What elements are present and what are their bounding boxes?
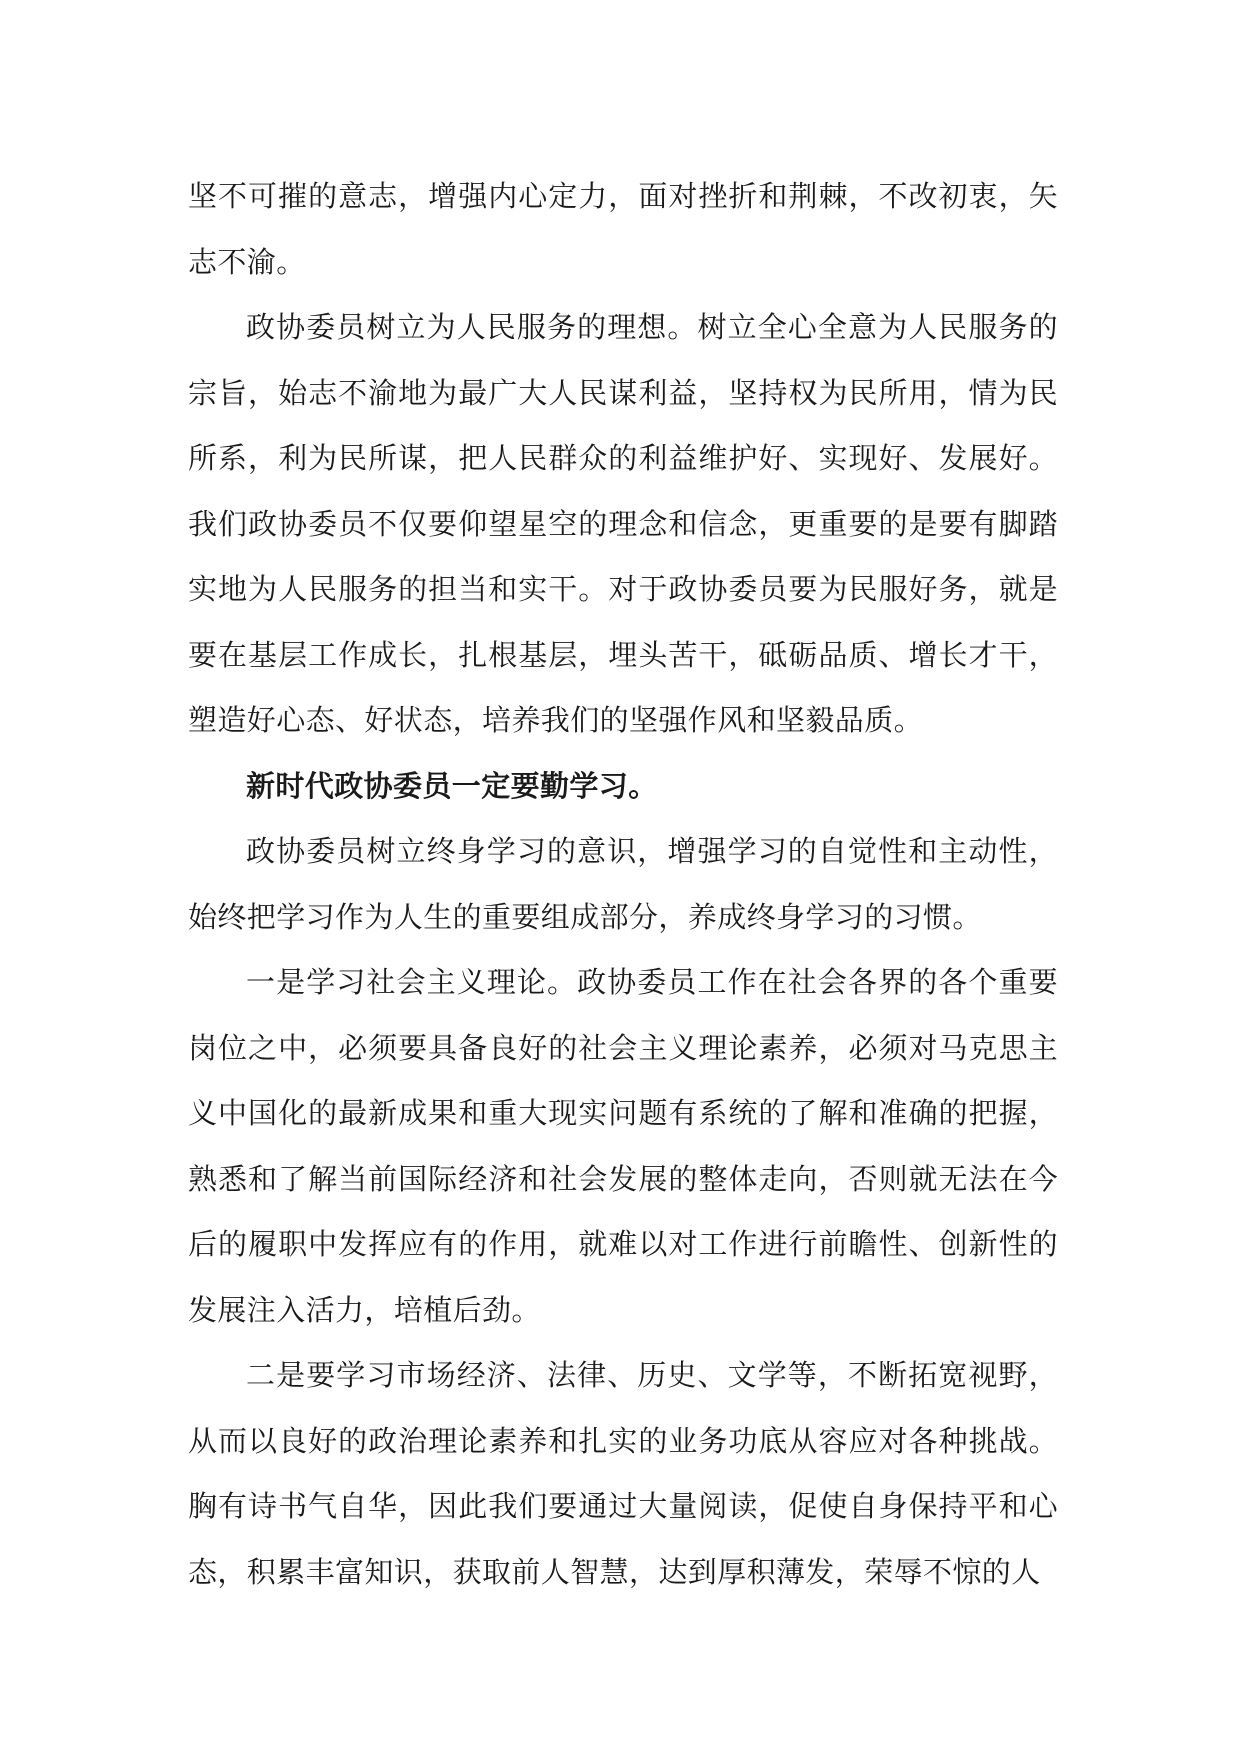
document-body xyxy=(188,164,1058,1605)
paragraph-continuation: 坚不可摧的意志，增强内心定力，面对挫折和荆棘，不改初衷，矢志不渝。 xyxy=(188,179,1058,279)
paragraph-serve-people: 政协委员树立为人民服务的理想。树立全心全意为人民服务的宗旨，始志不渝地为最广大人民谋利益，坚持权为民所用，情为民所系，利为民所谋，把人民群众的利益维护好、实现好、发展好。我们政协委员不仅要仰望星空的理念和信念，更重要的是要有脚踏实地为人民服务的担当和实干。对于政协委员要为民服好务，就是要在基层工作成长，扎根基层，埋头苦干，砥砺品质、增长才干，塑造好心态、好状态，培养我们的坚强作风和坚毅品质。 xyxy=(188,310,1058,737)
section-heading: 新时代政协委员一定要勤学习。 xyxy=(246,768,658,803)
paragraph-socialist-theory: 一是学习社会主义理论。政协委员工作在社会各界的各个重要岗位之中，必须要具备良好的社会主义理论素养，必须对马克思主义中国化的最新成果和重大现实问题有系统的了解和准确的把握，熟悉和了解当前国际经济和社会发展的整体走向，否则就无法在今后的履职中发挥应有的作用，就难以对工作进行前瞻性、创新性的发展注入活力，培植后劲。 xyxy=(188,965,1058,1327)
paragraph-lifelong-learning: 政协委员树立终身学习的意识，增强学习的自觉性和主动性，始终把学习作为人生的重要组成部分，养成终身学习的习惯。 xyxy=(188,834,1058,934)
paragraph-broaden-vision: 二是要学习市场经济、法律、历史、文学等，不断拓宽视野，从而以良好的政治理论素养和扎实的业务功底从容应对各种挑战。胸有诗书气自华，因此我们要通过大量阅读，促使自身保持平和心态，积累丰富知识，获取前人智慧，达到厚积薄发，荣辱不惊的人 xyxy=(188,1358,1058,1589)
